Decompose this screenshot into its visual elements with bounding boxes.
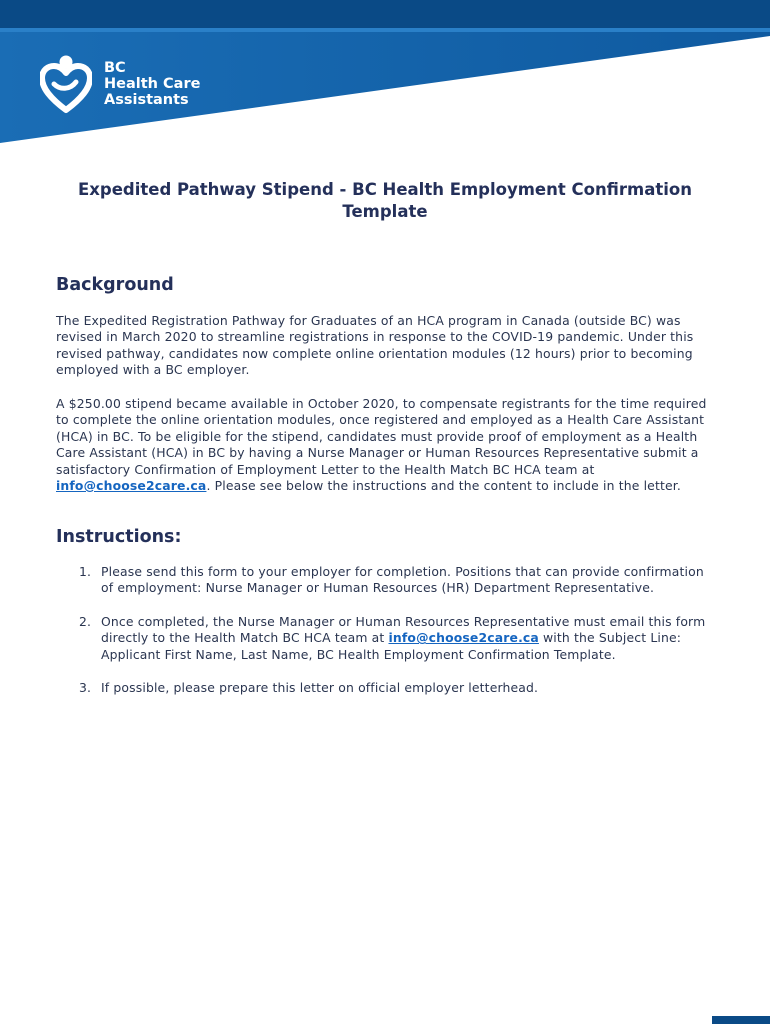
list-number: 2. bbox=[79, 613, 92, 629]
list-number: 1. bbox=[79, 564, 92, 579]
logo-line-3: Assistants bbox=[104, 92, 189, 108]
logo-line-1: BC bbox=[104, 60, 126, 76]
document-title: Expedited Pathway Stipend - BC Health Employment Confirmation Template bbox=[77, 180, 693, 221]
header-banner bbox=[0, 0, 770, 150]
list-item bbox=[56, 680, 718, 696]
bc-hca-logo bbox=[40, 54, 200, 114]
list-item-text: Please send this form to your employer for completion. Positions that can provide confirmation of employment: Nurse Manager or Human Resources (HR) Department Representative. bbox=[101, 564, 704, 596]
list-item bbox=[56, 564, 718, 597]
list-item-text-end: with the Subject Line: Applicant First Name, Last Name, BC Health Employment Confirmation Template. bbox=[101, 630, 682, 662]
paragraph-2-text-end: . Please see below the instructions and the content to include in the letter. bbox=[206, 478, 681, 494]
email-link[interactable]: info@choose2care.ca bbox=[388, 630, 539, 646]
background-paragraph-1: The Expedited Registration Pathway for Graduates of an HCA program in Canada (outside BC) was revised in March 2020 to streamline registrations in response to the COVID-19 pandemic. Under this revised pathway, candidates now complete online orientation modules (12 hours) prior to becoming employed with a BC employer. bbox=[56, 313, 694, 378]
background-paragraph-2 bbox=[56, 396, 718, 494]
instructions-list bbox=[56, 564, 718, 696]
heart-person-icon bbox=[40, 54, 92, 114]
list-item-text: Once completed, the Nurse Manager or Human Resources Representative must email this form directly to the Health Match BC HCA team at bbox=[101, 613, 706, 646]
logo-wordmark bbox=[104, 60, 200, 108]
instructions-heading: Instructions: bbox=[56, 527, 182, 547]
footer-corner-bar bbox=[712, 1016, 770, 1024]
background-heading: Background bbox=[56, 275, 174, 295]
paragraph-2-text: A $250.00 stipend became available in October 2020, to compensate registrants for the time required to complete the online orientation modules, once registered and employed as a Health Care Assistant (HCA) in BC. To be eligible for the stipend, candidates must provide proof of employment as a Health Care Assistant (HCA) in BC by having a Nurse Manager or Human Resources Representative submit a satisfactory Confirmation of Employment Letter to the Health Match BC HCA team at bbox=[56, 396, 707, 477]
list-item bbox=[56, 614, 718, 663]
list-number: 3. bbox=[79, 680, 92, 696]
email-link[interactable]: info@choose2care.ca bbox=[56, 478, 207, 494]
logo-line-2: Health Care bbox=[104, 76, 201, 92]
list-item-text: If possible, please prepare this letter on official employer letterhead. bbox=[101, 680, 539, 696]
